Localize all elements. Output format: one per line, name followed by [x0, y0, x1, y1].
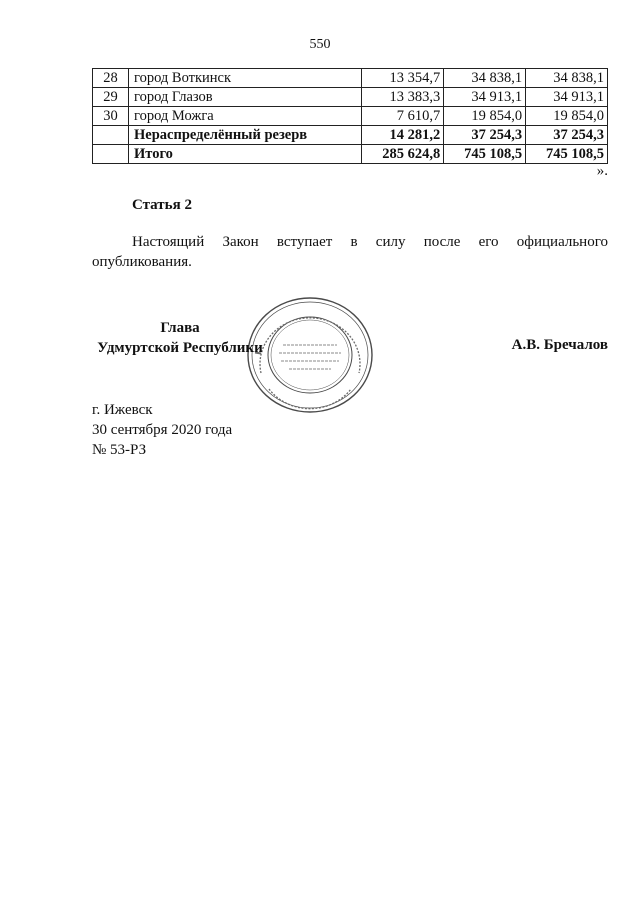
territory-name-cell: Итого — [129, 145, 362, 164]
value-cell-1: 13 354,7 — [362, 69, 444, 88]
signer-name: А.В. Бречалов — [511, 337, 608, 353]
row-number-cell — [93, 145, 129, 164]
value-cell-1: 7 610,7 — [362, 107, 444, 126]
value-cell-3: 34 838,1 — [526, 69, 608, 88]
closing-quote: ». — [596, 163, 608, 179]
value-cell-2: 34 913,1 — [444, 88, 526, 107]
budget-table-body — [93, 69, 608, 164]
footer-city: г. Ижевск — [92, 402, 153, 418]
territory-name-cell: город Можга — [129, 107, 362, 126]
value-cell-2: 37 254,3 — [444, 126, 526, 145]
value-cell-3: 37 254,3 — [526, 126, 608, 145]
value-cell-3: 745 108,5 — [526, 145, 608, 164]
footer-date: 30 сентября 2020 года — [92, 422, 233, 438]
table-row — [93, 145, 608, 164]
article-title: Статья 2 — [132, 197, 192, 213]
document-footer — [92, 400, 232, 460]
footer-number: № 53-РЗ — [92, 442, 147, 458]
article-text-line-2: опубликования. — [92, 254, 192, 270]
territory-name-cell: город Глазов — [129, 88, 362, 107]
territory-name-cell: Нераспределённый резерв — [129, 126, 362, 145]
signature-position-line-2: Удмуртской Республики — [97, 340, 263, 356]
article-text — [92, 232, 608, 272]
value-cell-2: 34 838,1 — [444, 69, 526, 88]
value-cell-2: 19 854,0 — [444, 107, 526, 126]
signature-position-line-1: Глава — [160, 320, 200, 336]
territory-name-cell: город Воткинск — [129, 69, 362, 88]
row-number-cell — [93, 126, 129, 145]
row-number-cell: 29 — [93, 88, 129, 107]
table-row — [93, 126, 608, 145]
budget-table — [92, 68, 608, 164]
value-cell-3: 19 854,0 — [526, 107, 608, 126]
article-text-line-1: Настоящий Закон вступает в силу после его официального — [132, 234, 608, 250]
page-number: 550 — [309, 37, 331, 52]
table-row — [93, 69, 608, 88]
row-number-cell: 28 — [93, 69, 129, 88]
table-row — [93, 107, 608, 126]
value-cell-1: 13 383,3 — [362, 88, 444, 107]
signature-position — [90, 318, 270, 358]
value-cell-1: 14 281,2 — [362, 126, 444, 145]
value-cell-2: 745 108,5 — [444, 145, 526, 164]
row-number-cell: 30 — [93, 107, 129, 126]
value-cell-3: 34 913,1 — [526, 88, 608, 107]
value-cell-1: 285 624,8 — [362, 145, 444, 164]
table-row — [93, 88, 608, 107]
